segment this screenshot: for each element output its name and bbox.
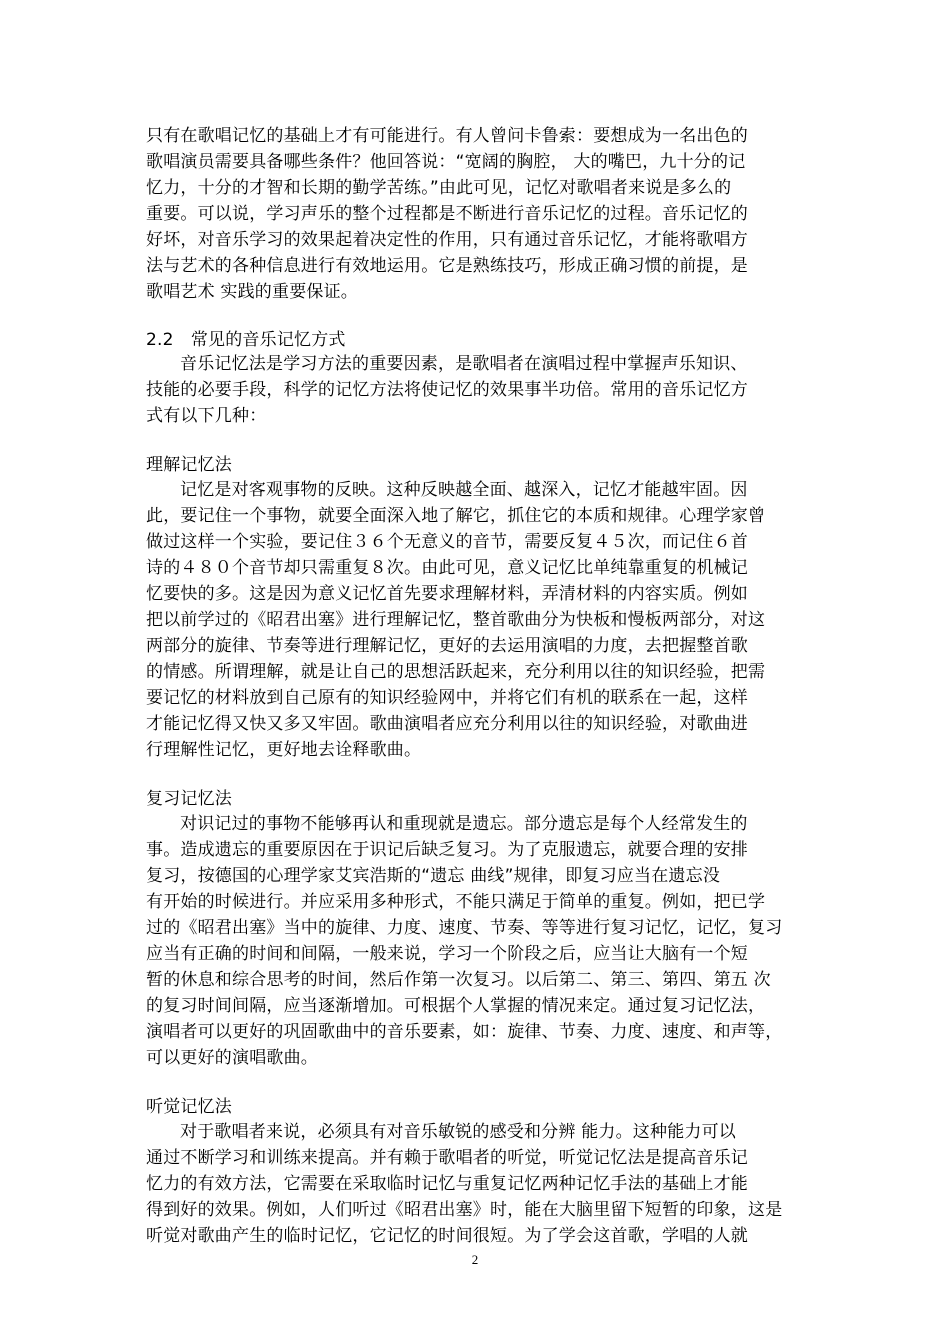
intro-line: 好坏，对音乐学习的效果起着决定性的作用，只有通过音乐记忆，才能将歌唱方 [146, 230, 748, 250]
page-number: 2 [471, 1252, 479, 1267]
paragraph-line: 的情感。所谓理解，就是让自己的思想活跃起来，充分利用以往的知识经验，把需 [146, 662, 766, 682]
intro-line: 歌唱演员需要具备哪些条件？他回答说：“宽阔的胸腔， 大的嘴巴，九十分的记 [146, 152, 746, 172]
paragraph-line: 听觉对歌曲产生的临时记忆，它记忆的时间很短。为了学会这首歌，学唱的人就 [146, 1226, 748, 1246]
paragraph-line: 可以更好的演唱歌曲。 [146, 1048, 318, 1068]
paragraph-line: 要记忆的材料放到自己原有的知识经验网中，并将它们有机的联系在一起，这样 [146, 688, 748, 708]
paragraph-line: 把以前学过的《昭君出塞》进行理解记忆，整首歌曲分为快板和慢板两部分，对这 [146, 610, 766, 630]
paragraph-line: 行理解性记忆，更好地去诠释歌曲。 [146, 740, 422, 760]
paragraph-line: 有开始的时候进行。并应采用多种形式，不能只满足于简单的重复。例如，把已学 [146, 892, 766, 912]
intro-line: 法与艺术的各种信息进行有效地运用。它是熟练技巧，形成正确习惯的前提，是 [146, 256, 748, 276]
intro-line: 忆力，十分的才智和长期的勤学苦练。”由此可见，记忆对歌唱者来说是多么的 [146, 178, 732, 198]
subsection-heading-hearing: 听觉记忆法 [146, 1097, 232, 1117]
paragraph-line: 事。造成遗忘的重要原因在于识记后缺乏复习。为了克服遗忘，就要合理的安排 [146, 840, 748, 860]
section-heading-2-2: 2.2 常见的音乐记忆方式 [146, 330, 346, 350]
paragraph-line: 复习，按德国的心理学家艾宾浩斯的“遗忘 曲线”规律，即复习应当在遗忘没 [146, 866, 721, 886]
subsection-heading-review: 复习记忆法 [146, 789, 232, 809]
paragraph-line: 对识记过的事物不能够再认和重现就是遗忘。部分遗忘是每个人经常发生的 [180, 814, 748, 834]
paragraph-line: 才能记忆得又快又多又牢固。歌曲演唱者应充分利用以往的知识经验，对歌曲进 [146, 714, 748, 734]
paragraph-line: 应当有正确的时间和间隔，一般来说，学习一个阶段之后，应当让大脑有一个短 [146, 944, 748, 964]
paragraph-line: 得到好的效果。例如，人们听过《昭君出塞》时，能在大脑里留下短暂的印象，这是 [146, 1200, 783, 1220]
paragraph-line: 忆要快的多。这是因为意义记忆首先要求理解材料，弄清材料的内容实质。例如 [146, 584, 748, 604]
paragraph-line: 两部分的旋律、节奏等进行理解记忆，更好的去运用演唱的力度，去把握整首歌 [146, 636, 748, 656]
intro-line: 歌唱艺术 实践的重要保证。 [146, 282, 359, 302]
paragraph-line: 的复习时间间隔，应当逐渐增加。可根据个人掌握的情况来定。通过复习记忆法， [146, 996, 766, 1016]
paragraph-line: 过的《昭君出塞》当中的旋律、力度、速度、节奏、等等进行复习记忆，记忆，复习 [146, 918, 783, 938]
paragraph-line: 诗的４８０个音节却只需重复８次。由此可见，意义记忆比单纯靠重复的机械记 [146, 558, 748, 578]
paragraph-line: 音乐记忆法是学习方法的重要因素，是歌唱者在演唱过程中掌握声乐知识、 [180, 354, 748, 374]
paragraph-line: 暂的休息和综合思考的时间，然后作第一次复习。以后第二、第三、第四、第五 次 [146, 970, 771, 990]
paragraph-line: 做过这样一个实验，要记住３６个无意义的音节，需要反复４５次，而记住６首 [146, 532, 748, 552]
intro-line: 重要。可以说，学习声乐的整个过程都是不断进行音乐记忆的过程。音乐记忆的 [146, 204, 748, 224]
paragraph-line: 技能的必要手段，科学的记忆方法将使记忆的效果事半功倍。常用的音乐记忆方 [146, 380, 748, 400]
subsection-heading-understanding: 理解记忆法 [146, 455, 232, 475]
paragraph-line: 式有以下几种： [146, 406, 267, 426]
paragraph-line: 对于歌唱者来说，必须具有对音乐敏锐的感受和分辨 能力。这种能力可以 [180, 1122, 737, 1142]
paragraph-line: 记忆是对客观事物的反映。这种反映越全面、越深入，记忆才能越牢固。因 [180, 480, 748, 500]
paragraph-line: 忆力的有效方法，它需要在采取临时记忆与重复记忆两种记忆手法的基础上才能 [146, 1174, 748, 1194]
intro-line: 只有在歌唱记忆的基础上才有可能进行。有人曾问卡鲁索：要想成为一名出色的 [146, 126, 748, 146]
paragraph-line: 通过不断学习和训练来提高。并有赖于歌唱者的听觉，听觉记忆法是提高音乐记 [146, 1148, 748, 1168]
paragraph-line: 演唱者可以更好的巩固歌曲中的音乐要素，如：旋律、节奏、力度、速度、和声等， [146, 1022, 783, 1042]
paragraph-line: 此，要记住一个事物，就要全面深入地了解它，抓住它的本质和规律。心理学家曾 [146, 506, 766, 526]
